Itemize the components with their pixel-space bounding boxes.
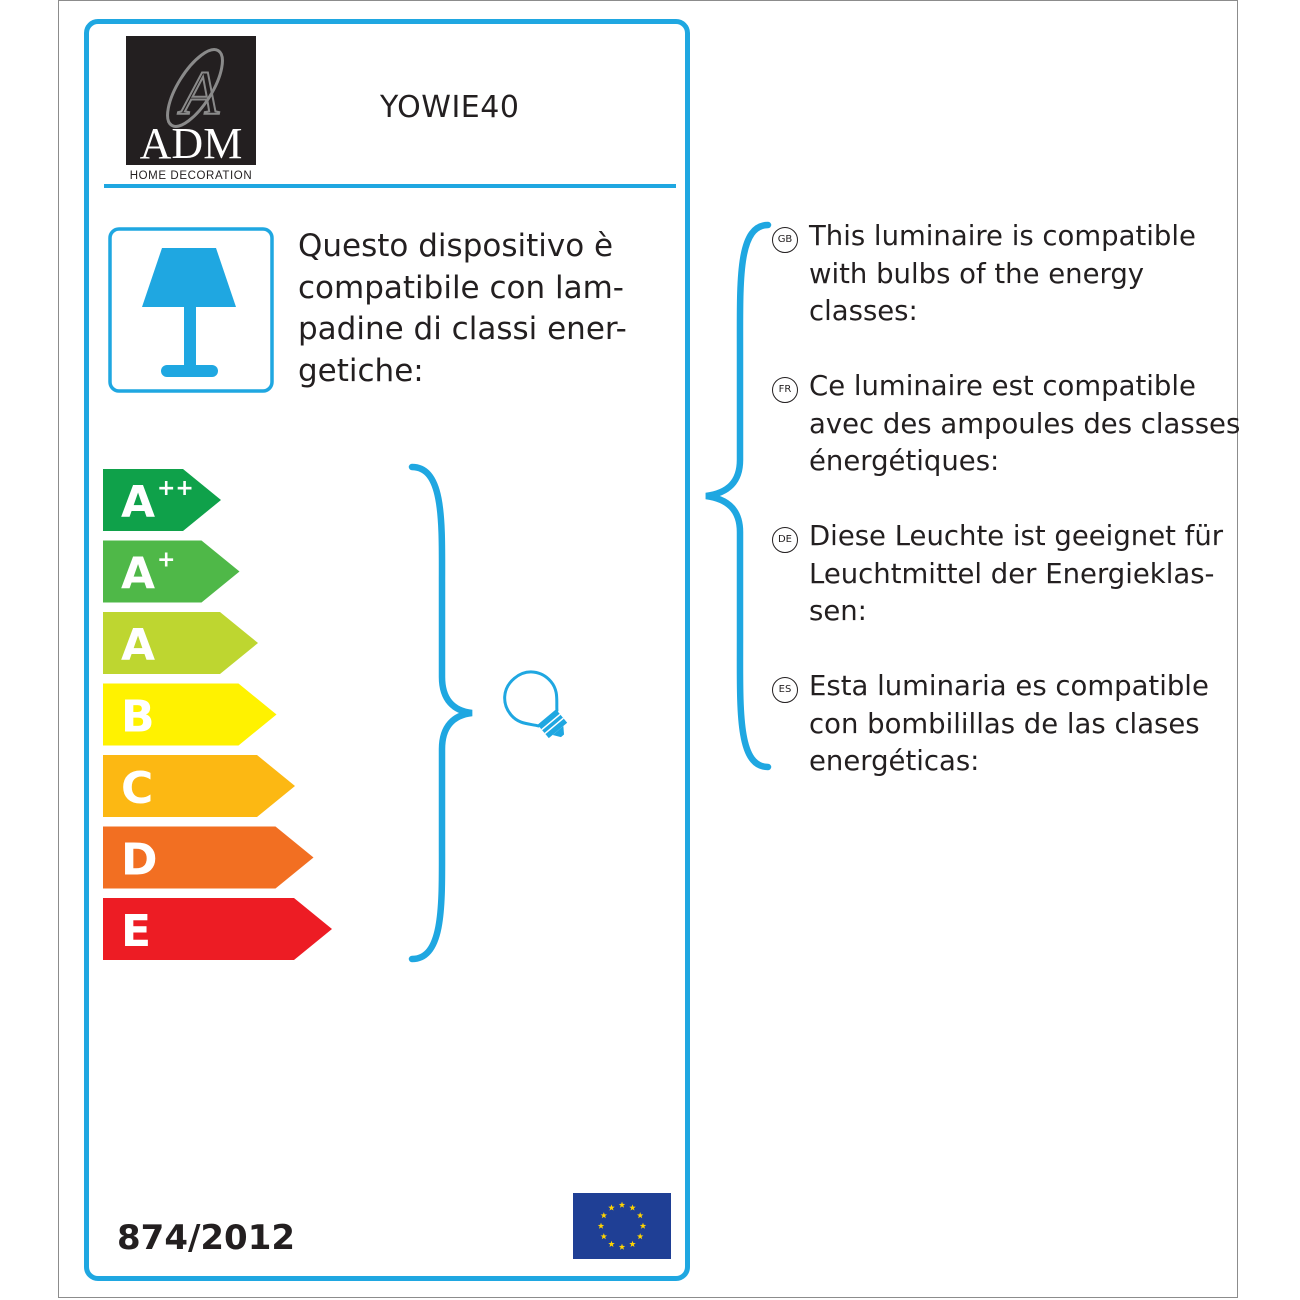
- lang-line: This luminaire is compatible: [809, 220, 1196, 252]
- lang-block-es: [772, 668, 1209, 781]
- energy-class-letter: E: [121, 906, 152, 957]
- lang-block-de: [772, 518, 1223, 631]
- scale-brace: [404, 462, 484, 964]
- lang-line: Diese Leuchte ist geeignet für: [809, 520, 1224, 552]
- table-lamp-icon: [108, 227, 274, 393]
- lang-line: energéticas:: [809, 745, 980, 777]
- lang-code-badge: ES: [772, 677, 798, 703]
- energy-class-aplus: [103, 541, 240, 603]
- italian-description: [298, 226, 668, 392]
- lang-code-badge: FR: [772, 377, 798, 403]
- lang-code-badge: DE: [772, 527, 798, 553]
- energy-class-a: [103, 612, 258, 674]
- energy-class-superscript: ++: [157, 476, 194, 501]
- lang-line: avec des ampoules des classes: [809, 407, 1241, 440]
- energy-class-aplusplus: [103, 469, 221, 531]
- energy-class-c: [103, 755, 295, 817]
- light-bulb-icon: [494, 663, 586, 755]
- energy-class-letter: B: [121, 691, 155, 743]
- italian-line: getiche:: [298, 352, 424, 389]
- energy-class-superscript: +: [157, 547, 176, 573]
- italian-line: compatibile con lam-: [298, 269, 624, 306]
- model-code: YOWIE40: [380, 90, 520, 125]
- lang-code-badge: GB: [772, 227, 798, 253]
- lang-block-gb: [772, 218, 1196, 331]
- lang-line: Ce luminaire est compatible: [809, 370, 1196, 402]
- italian-line: Questo dispositivo è: [298, 228, 614, 264]
- energy-class-b: [103, 684, 277, 746]
- languages-brace: [698, 220, 778, 772]
- energy-class-letter: D: [121, 834, 158, 886]
- energy-class-letter: C: [121, 763, 154, 814]
- regulation-number: 874/2012: [117, 1218, 296, 1258]
- brand-tagline: HOME DECORATION: [129, 170, 253, 182]
- energy-class-letter: A: [121, 477, 156, 528]
- lang-line: with bulbs of the energy: [809, 257, 1145, 290]
- energy-class-letter: A: [121, 620, 156, 671]
- lang-line: énergétiques:: [809, 445, 1000, 477]
- energy-class-scale: [103, 469, 343, 961]
- brand-name: ADM: [139, 119, 243, 168]
- lang-block-fr: [772, 368, 1240, 481]
- energy-class-d: [103, 827, 314, 889]
- svg-text:A: A: [181, 60, 219, 128]
- lang-line: Esta luminaria es compatible: [809, 670, 1209, 702]
- energy-class-e: [103, 898, 332, 960]
- adm-logo: [123, 36, 259, 182]
- lang-line: Leuchtmittel der Energieklas-: [809, 557, 1215, 590]
- lang-line: con bombilillas de las clases: [809, 707, 1200, 740]
- lang-line: sen:: [809, 595, 867, 627]
- lang-line: classes:: [809, 295, 918, 327]
- italian-line: padine di classi ener-: [298, 311, 627, 347]
- eu-flag-icon: [573, 1193, 671, 1259]
- energy-class-letter: A: [121, 548, 156, 600]
- header-divider: [104, 184, 676, 188]
